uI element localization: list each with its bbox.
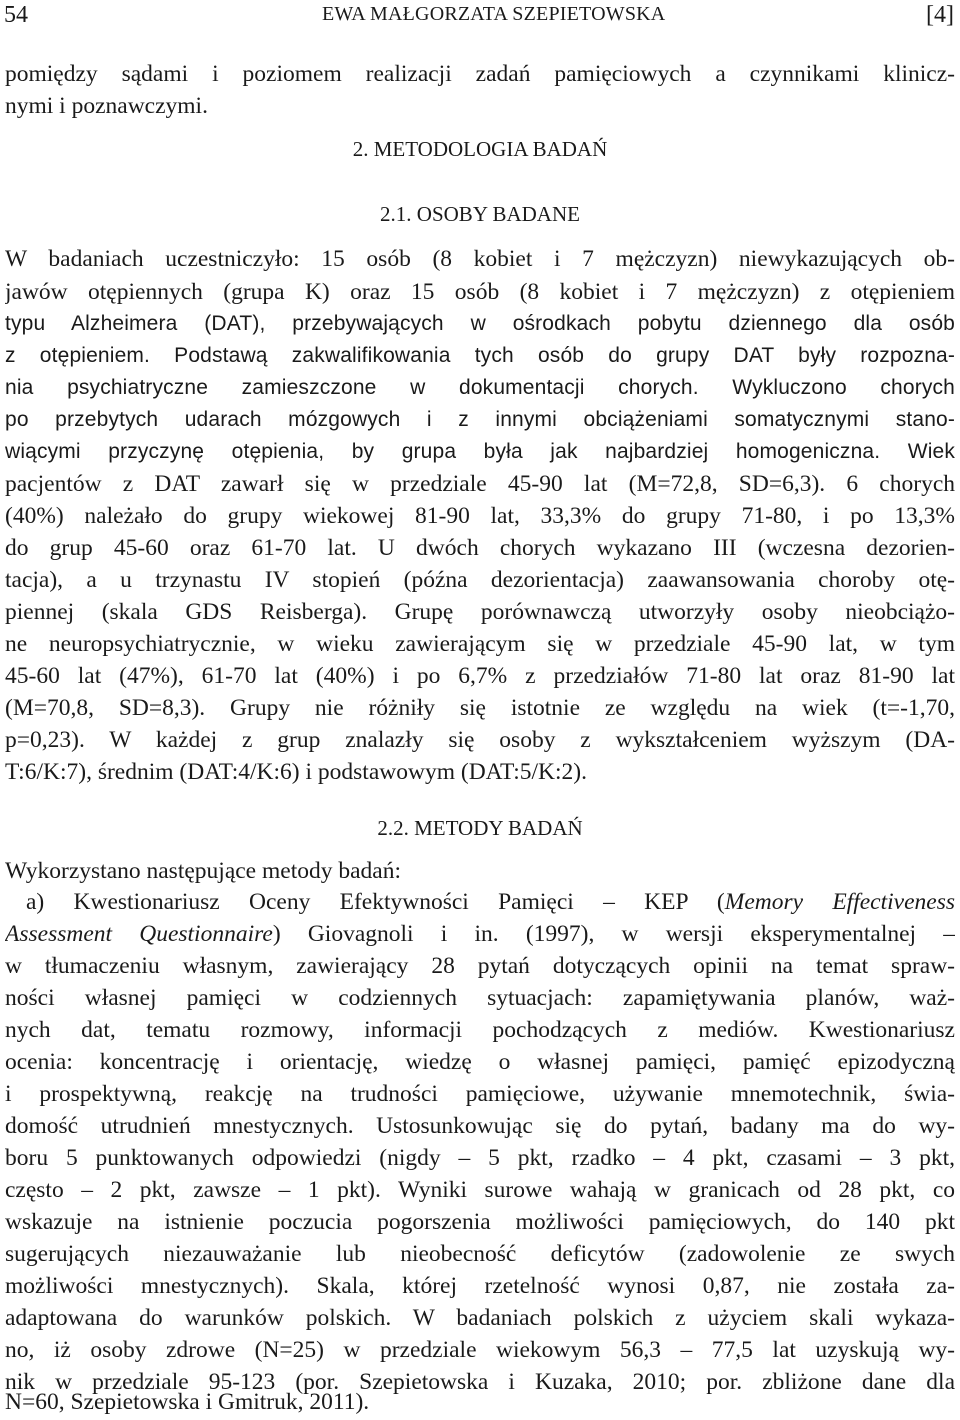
paragraph-line: i prospektywną, reakcję na trudności pamięciowe, używanie mnemotechnik, świa- bbox=[5, 1081, 955, 1107]
paragraph-line: no, iż osoby zdrowe (N=25) w przedziale wiekowym 56,3 – 77,5 lat uzyskują wy- bbox=[5, 1337, 955, 1363]
paragraph-line bbox=[5, 918, 955, 950]
paragraph-line: p=0,23). W każdej z grup znalazły się osoby z wykształceniem wyższym (DA- bbox=[5, 727, 955, 753]
paragraph-line: piennej (skala GDS Reisberga). Grupę porównawczą utworzyły osoby nieobciążo- bbox=[5, 599, 955, 625]
paragraph-line: w tłumaczeniu własnym, zawierający 28 pytań dotyczących opinii na temat spraw- bbox=[5, 953, 955, 979]
item-a-text: a) Kwestionariusz Oceny Efektywności Pamięci – KEP ( bbox=[26, 889, 725, 915]
paragraph-line: z otępieniem. Podstawą zakwalifikowania tych osób do grupy DAT były rozpozna- bbox=[5, 344, 955, 367]
paragraph-line: boru 5 punktowanych odpowiedzi (nigdy – 5 pkt, rzadko – 4 pkt, czasami – 3 pkt, bbox=[5, 1145, 955, 1171]
subsection-heading: 2.1. OSOBY BADANE bbox=[380, 202, 580, 226]
paragraph-line: domość utrudnień mnestycznych. Ustosunkowując się do pytań, badany ma do wy- bbox=[5, 1113, 955, 1139]
paragraph-line: 45-60 lat (47%), 61-70 lat (40%) i po 6,7% z przedziałów 71-80 lat oraz 81-90 lat bbox=[5, 663, 955, 689]
paragraph-line: N=60, Szepietowska i Gmitruk, 2011). bbox=[5, 1389, 370, 1415]
page-number: 54 bbox=[4, 2, 28, 28]
paragraph-line: po przebytych udarach mózgowych i z innymi obciążeniami somatycznymi stano- bbox=[5, 408, 955, 431]
paragraph-line: W badaniach uczestniczyło: 15 osób (8 kobiet i 7 mężczyzn) niewykazujących ob- bbox=[5, 246, 955, 272]
paragraph-line: nymi i poznawczymi. bbox=[5, 93, 208, 119]
paragraph-line: możliwości mnestycznych). Skala, której rzetelność wynosi 0,87, nie została za- bbox=[5, 1273, 955, 1299]
paragraph-line: nych dat, tematu rozmowy, informacji pochodzących z mediów. Kwestionariusz bbox=[5, 1017, 955, 1043]
paragraph-line: (M=70,8, SD=8,3). Grupy nie różniły się istotnie ze względu na wiek (t=-1,70, bbox=[5, 695, 955, 721]
paragraph-line: adaptowana do warunków polskich. W badaniach polskich z użyciem skali wykaza- bbox=[5, 1305, 955, 1331]
paragraph-line: nik w przedziale 95-123 (por. Szepietowska i Kuzaka, 2010; por. zbliżone dane dla bbox=[5, 1369, 955, 1395]
paragraph-line: ne neuropsychiatrycznie, w wieku zawierającym się w przedziale 45-90 lat, w tym bbox=[5, 631, 955, 657]
item-a-title-italic: Assessment Questionnaire bbox=[5, 921, 273, 947]
paragraph-line: do grup 45-60 oraz 61-70 lat. U dwóch chorych wykazano III (wczesna dezorien- bbox=[5, 535, 955, 561]
paragraph-line: sugerujących niezauważanie lub nieobecność deficytów (zadowolenie ze swych bbox=[5, 1241, 955, 1267]
paragraph-line: Wykorzystano następujące metody badań: bbox=[5, 858, 401, 884]
paragraph-line bbox=[5, 886, 955, 918]
paragraph-line: typu Alzheimera (DAT), przebywających w ośrodkach pobytu dziennego dla osób bbox=[5, 312, 955, 335]
paragraph-line: często – 2 pkt, zawsze – 1 pkt). Wyniki surowe wahają w granicach od 28 pkt, co bbox=[5, 1177, 955, 1203]
paragraph-line: ności własnej pamięci w codziennych sytuacjach: zapamiętywania planów, waż- bbox=[5, 985, 955, 1011]
paragraph-line: tacja), a u trzynastu IV stopień (późna dezorientacja) zaawansowania choroby otę- bbox=[5, 567, 955, 593]
paragraph-line: pomiędzy sądami i poziomem realizacji zadań pamięciowych a czynnikami klinicz- bbox=[5, 61, 955, 87]
paragraph-line: nia psychiatryczne zamieszczone w dokumentacji chorych. Wykluczono chorych bbox=[5, 376, 955, 399]
section-heading: 2. METODOLOGIA BADAŃ bbox=[352, 137, 608, 161]
item-a-title-italic: Memory Effectiveness bbox=[724, 889, 955, 915]
paragraph-line: (40%) należało do grupy wiekowej 81-90 lat, 33,3% do grupy 71-80, i po 13,3% bbox=[5, 503, 955, 529]
article-number: [4] bbox=[926, 2, 954, 28]
item-a-text: ) Giovagnoli i in. (1997), w wersji eksperymentalnej – bbox=[272, 921, 955, 947]
paragraph-line: T:6/K:7), średnim (DAT:4/K:6) i podstawowym (DAT:5/K:2). bbox=[5, 759, 587, 785]
paragraph-line: pacjentów z DAT zawarł się w przedziale 45-90 lat (M=72,8, SD=6,3). 6 chorych bbox=[5, 471, 955, 497]
paragraph-line: wiącymi przyczynę otępienia, by grupa była jak najbardziej homogeniczna. Wiek bbox=[5, 440, 955, 463]
paragraph-line: ocenia: koncentrację i orientację, wiedzę o własnej pamięci, pamięć epizodyczną bbox=[5, 1049, 955, 1075]
running-head: EWA MAŁGORZATA SZEPIETOWSKA bbox=[322, 3, 666, 25]
paragraph-line: wskazuje na istnienie poczucia pogorszenia możliwości pamięciowych, do 140 pkt bbox=[5, 1209, 955, 1235]
paragraph-line: jawów otępiennych (grupa K) oraz 15 osób (8 kobiet i 7 mężczyzn) z otępieniem bbox=[5, 279, 955, 305]
subsection-heading: 2.2. METODY BADAŃ bbox=[377, 816, 583, 840]
